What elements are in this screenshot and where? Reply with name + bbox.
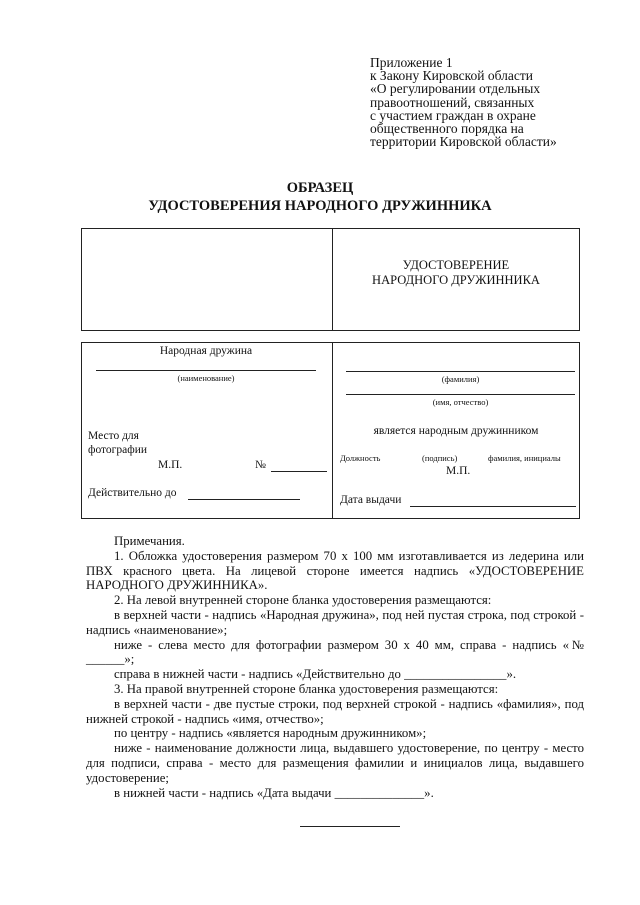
appendix-line: с участием граждан в охране — [370, 107, 536, 123]
appendix-line: территории Кировской области» — [370, 134, 557, 150]
appendix-header — [370, 56, 610, 148]
closing-separator — [300, 826, 400, 827]
stamp-right: М.П. — [446, 465, 471, 477]
photo-label-2: фотографии — [88, 444, 148, 456]
appendix-line: Приложение 1 — [370, 55, 453, 70]
photo-label-1: Место для — [88, 430, 139, 442]
signature-label: (подпись) — [422, 453, 458, 463]
note-paragraph: справа в нижней части - надпись «Действительно до ________________». — [114, 667, 517, 682]
valid-until-line — [188, 499, 300, 500]
issue-date-label: Дата выдачи — [340, 494, 402, 506]
appendix-line: правоотношений, связанных — [370, 94, 535, 110]
squad-heading: Народная дружина — [159, 345, 253, 357]
stamp-left: М.П. — [158, 459, 183, 471]
note-paragraph: 1. Обложка удостоверения размером 70 х 100 мм изготавливается из ледерина или ПВХ красного цвета. На лицевой стороне имеется надпись «УДОСТОВЕРЕНИЕ НАРОДНОГО ДРУЖИННИКА». — [86, 548, 584, 593]
note-paragraph: в верхней части - надпись «Народная дружина», под ней пустая строка, под строкой - надпись «наименование»; — [86, 607, 584, 637]
note-paragraph: ниже - слева место для фотографии размером 30 х 40 мм, справа - надпись «№ ______»; — [86, 637, 584, 667]
notes-heading: Примечания. — [114, 534, 185, 548]
cover-title-line-2: НАРОДНОГО ДРУЖИННИКА — [372, 273, 540, 287]
note-paragraph: в нижней части - надпись «Дата выдачи ______________». — [114, 785, 434, 800]
title-line-2: УДОСТОВЕРЕНИЯ НАРОДНОГО ДРУЖИННИКА — [148, 198, 492, 214]
surname-line — [346, 371, 575, 372]
note-paragraph: по центру - надпись «является народным дружинником»; — [114, 726, 427, 741]
note-paragraph: в верхней части - две пустые строки, под верхней строкой - надпись «фамилия», под нижней строкой - надпись «имя, отчество»; — [86, 696, 584, 726]
appendix-line: общественного порядка на — [370, 121, 524, 137]
title-line-1: ОБРАЗЕЦ — [286, 180, 354, 196]
squad-name-line — [96, 370, 316, 371]
cover-title-line-1: УДОСТОВЕРЕНИЕ — [402, 258, 510, 272]
given-name-caption: (имя, отчество) — [432, 397, 489, 407]
squad-name-caption: (наименование) — [177, 373, 235, 383]
appendix-line: к Закону Кировской области — [370, 68, 534, 84]
number-line — [271, 471, 327, 472]
given-name-line — [346, 394, 575, 395]
surname-caption: (фамилия) — [441, 374, 480, 384]
note-paragraph: 2. На левой внутренней стороне бланка удостоверения размещаются: — [114, 593, 492, 608]
number-label: № — [255, 459, 266, 471]
position-label: Должность — [340, 453, 381, 463]
issue-date-line — [410, 506, 576, 507]
note-paragraph: ниже - наименование должности лица, выдавшего удостоверение, по центру - место для подписи, справа - место для размещения фамилии и инициалов лица, выдавшего удостоверение; — [86, 741, 584, 785]
initials-label: фамилия, инициалы — [488, 453, 561, 463]
valid-until-label: Действительно до — [88, 487, 177, 499]
appendix-line: «О регулировании отдельных — [370, 81, 541, 97]
status-text: является народным дружинником — [373, 425, 539, 437]
notes-section — [86, 534, 584, 800]
note-paragraph: 3. На правой внутренней стороне бланка удостоверения размещаются: — [114, 681, 499, 696]
